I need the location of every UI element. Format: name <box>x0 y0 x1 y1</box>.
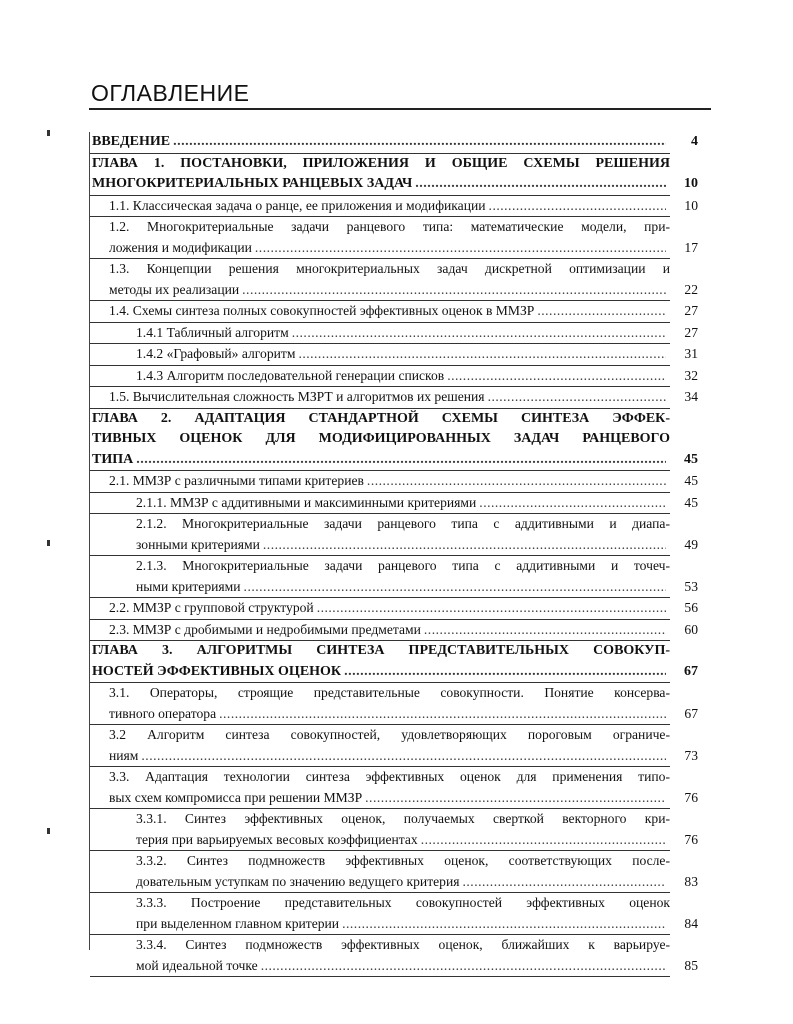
toc-entry-ch3[interactable] <box>90 641 698 683</box>
title-divider <box>89 108 711 110</box>
toc-entry-last-line <box>136 577 670 598</box>
toc-entry-title: ВВЕДЕНИЕ <box>92 134 171 149</box>
toc-page-number: 45 <box>684 494 698 510</box>
toc-entry-title: методы их реализации <box>109 281 240 297</box>
dot-leader <box>424 620 666 641</box>
dot-leader <box>317 598 666 619</box>
scan-mark <box>47 130 50 136</box>
toc-entry-title-line: ГЛАВА 3. АЛГОРИТМЫ СИНТЕЗА ПРЕДСТАВИТЕЛЬНЫХ СОВОКУП- <box>92 643 670 658</box>
toc-entry-last-line <box>109 746 670 767</box>
toc-entry-ch2[interactable] <box>90 409 698 472</box>
toc-entry-last-line <box>136 344 670 365</box>
toc-entry-title-line: 1.3. Концепции решения многокритериальных задач дискретной оптимизации и <box>109 261 670 276</box>
toc-page-number: 56 <box>684 600 698 615</box>
toc-page-number: 60 <box>684 621 698 637</box>
toc-entry-last-line <box>136 535 670 556</box>
dot-leader <box>344 662 666 683</box>
toc-page-number: 76 <box>684 831 698 847</box>
toc-entry-last-line <box>136 366 670 387</box>
toc-entry-title: 2.1.1. ММЗР с аддитивными и максиминными критериями <box>136 494 477 510</box>
dot-leader <box>173 132 666 153</box>
dot-leader <box>263 535 666 556</box>
toc-entry-s1-4[interactable] <box>90 301 698 323</box>
dot-leader <box>292 323 666 344</box>
toc-entry-title: зонными критериями <box>136 536 260 552</box>
toc-entry-last-line <box>109 788 670 809</box>
toc-entry-last-line <box>109 280 670 301</box>
toc-entry-title: 1.1. Классическая задача о ранце, ее приложения и модификации <box>109 197 486 213</box>
toc-entry-title: 1.4. Схемы синтеза полных совокупностей эффективных оценок в ММЗР <box>109 303 535 318</box>
toc-page-number: 45 <box>684 473 698 488</box>
dot-leader <box>365 788 666 809</box>
toc-entry-s2-1-2[interactable] <box>90 514 698 556</box>
toc-entry-last-line <box>136 872 670 893</box>
toc-entry-ch1[interactable] <box>90 154 698 196</box>
toc-entry-last-line <box>136 914 670 935</box>
toc-entry-title: терия при варьируемых весовых коэффициентах <box>136 831 418 847</box>
toc-entry-title-line: 3.1. Операторы, строящие представительные совокупности. Понятие консерва- <box>109 685 670 700</box>
toc-entry-title: ниям <box>109 747 139 763</box>
toc-page-number: 84 <box>684 915 698 931</box>
toc-entry-s3-3[interactable] <box>90 767 698 809</box>
toc-entry-title: 1.4.3 Алгоритм последовательной генерации списков <box>136 367 445 383</box>
toc-entry-s1-3[interactable] <box>90 259 698 301</box>
toc-entry-last-line <box>92 132 670 153</box>
toc-page-number: 34 <box>684 389 698 404</box>
toc-entry-title: МНОГОКРИТЕРИАЛЬНЫХ РАНЦЕВЫХ ЗАДАЧ <box>92 176 413 191</box>
toc-entry-title: довательным уступкам по значению ведущего критерия <box>136 873 460 889</box>
toc-entry-intro[interactable] <box>90 132 698 154</box>
toc-entry-last-line <box>109 301 670 322</box>
toc-entry-last-line <box>136 493 670 514</box>
dot-leader <box>447 366 666 387</box>
toc-page-number: 49 <box>684 536 698 552</box>
dot-leader <box>242 280 666 301</box>
dot-leader <box>463 872 667 893</box>
toc-entry-title: ложения и модификации <box>109 239 252 255</box>
toc-entry-last-line <box>109 598 670 619</box>
toc-page-number: 85 <box>684 957 698 973</box>
toc-page-number: 27 <box>684 303 698 318</box>
toc-entry-title: 1.4.2 «Графовый» алгоритм <box>136 346 296 361</box>
toc-entry-title: 2.3. ММЗР с дробимыми и недробимыми предметами <box>109 621 421 637</box>
dot-leader <box>261 956 666 977</box>
dot-leader <box>136 450 666 471</box>
toc-page-number: 27 <box>684 324 698 340</box>
toc-entry-s3-3-3[interactable] <box>90 893 698 935</box>
toc-entry-title-line: 3.3.1. Синтез эффективных оценок, получаемых сверткой векторного кри- <box>136 811 670 826</box>
toc-entry-title-line: ГЛАВА 2. АДАПТАЦИЯ СТАНДАРТНОЙ СХЕМЫ СИНТЕЗА ЭФФЕК- <box>92 410 670 426</box>
toc-entry-last-line <box>109 620 670 641</box>
toc-entry-title: ными критериями <box>136 578 241 594</box>
toc-entry-last-line <box>92 662 670 683</box>
toc-entry-title-line: 3.3.4. Синтез подмножеств эффективных оценок, ближайших к варьируе- <box>136 937 670 952</box>
dot-leader <box>255 238 666 259</box>
toc-entry-title-line: 1.2. Многокритериальные задачи ранцевого типа: математические модели, при- <box>109 219 670 234</box>
dot-leader <box>141 746 666 767</box>
toc-entry-last-line <box>109 238 670 259</box>
toc-page-number: 53 <box>684 578 698 594</box>
toc-entry-s3-3-4[interactable] <box>90 935 698 977</box>
dot-leader <box>367 471 666 492</box>
toc-entry-last-line <box>92 174 670 195</box>
toc-entry-last-line <box>109 704 670 725</box>
toc-entry-title: вых схем компромисса при решении ММЗР <box>109 789 363 805</box>
toc-entry-s2-2[interactable] <box>90 598 698 620</box>
scan-mark <box>47 828 50 834</box>
toc-entry-s3-2[interactable] <box>90 725 698 767</box>
toc-entry-title-line: 2.1.3. Многокритериальные задачи ранцевого типа с аддитивными и точеч- <box>136 558 670 573</box>
toc-page-number: 83 <box>684 873 698 889</box>
toc-entry-title: 1.5. Вычислительная сложность МЗРТ и алгоритмов их решения <box>109 389 485 404</box>
toc-entry-title-line: 3.3.3. Построение представительных совокупностей эффективных оценок <box>136 895 670 910</box>
toc-entry-last-line <box>109 471 670 492</box>
toc-entry-title-line: 2.1.2. Многокритериальные задачи ранцевого типа с аддитивными и диапа- <box>136 516 670 531</box>
dot-leader <box>298 344 666 365</box>
toc-entry-last-line <box>109 196 670 217</box>
toc-entry-title: НОСТЕЙ ЭФФЕКТИВНЫХ ОЦЕНОК <box>92 663 342 679</box>
toc-page-number: 67 <box>684 663 698 679</box>
table-of-contents <box>90 132 698 977</box>
toc-entry-s2-1[interactable] <box>90 471 698 493</box>
toc-entry-title-line: 3.2 Алгоритм синтеза совокупностей, удовлетворяющих пороговым ограниче- <box>109 727 670 742</box>
toc-entry-last-line <box>109 387 670 408</box>
dot-leader <box>421 830 666 851</box>
toc-page-number: 22 <box>684 281 698 297</box>
toc-entry-s1-5[interactable] <box>90 387 698 409</box>
dot-leader <box>489 196 666 217</box>
toc-entry-title-line: ТИВНЫХ ОЦЕНОК ДЛЯ МОДИФИЦИРОВАННЫХ ЗАДАЧ РАНЦЕВОГО <box>92 431 670 446</box>
toc-page-number: 31 <box>684 346 698 361</box>
toc-entry-s1-2[interactable] <box>90 217 698 259</box>
scan-mark <box>47 540 50 546</box>
toc-entry-title-line: 3.3.2. Синтез подмножеств эффективных оценок, соответствующих после- <box>136 853 670 868</box>
toc-page-number: 73 <box>684 747 698 763</box>
toc-entry-s2-1-1[interactable] <box>90 493 698 515</box>
toc-entry-s3-1[interactable] <box>90 683 698 725</box>
toc-entry-last-line <box>136 956 670 977</box>
toc-page-number: 4 <box>691 134 698 149</box>
toc-entry-title: 1.4.1 Табличный алгоритм <box>136 324 289 340</box>
toc-entry-s1-1[interactable] <box>90 196 698 218</box>
toc-page-number: 32 <box>684 367 698 383</box>
dot-leader <box>219 704 666 725</box>
toc-entry-s1-4-3[interactable] <box>90 366 698 388</box>
dot-leader <box>415 174 666 195</box>
toc-entry-title: ТИПА <box>92 451 134 467</box>
dot-leader <box>342 914 666 935</box>
toc-page-number: 10 <box>684 197 698 213</box>
toc-entry-last-line <box>92 450 670 471</box>
toc-entry-s1-4-2[interactable] <box>90 344 698 366</box>
toc-page-number: 10 <box>684 176 698 191</box>
toc-entry-s3-3-2[interactable] <box>90 851 698 893</box>
toc-entry-title: при выделенном главном критерии <box>136 915 340 931</box>
toc-entry-title: мой идеальной точке <box>136 957 258 973</box>
toc-entry-s3-3-1[interactable] <box>90 809 698 851</box>
toc-entry-last-line <box>136 830 670 851</box>
toc-entry-s2-3[interactable] <box>90 620 698 642</box>
dot-leader <box>537 301 666 322</box>
dot-leader <box>479 493 666 514</box>
toc-page-number: 76 <box>684 789 698 805</box>
toc-entry-title: 2.1. ММЗР с различными типами критериев <box>109 473 364 488</box>
dot-leader <box>488 387 666 408</box>
toc-entry-title-line: 3.3. Адаптация технологии синтеза эффективных оценок для применения типо- <box>109 769 670 784</box>
toc-page-number: 17 <box>684 239 698 255</box>
toc-entry-s2-1-3[interactable] <box>90 556 698 598</box>
toc-entry-title: тивного оператора <box>109 705 217 721</box>
toc-page-number: 67 <box>684 705 698 721</box>
dot-leader <box>244 577 666 598</box>
toc-entry-s1-4-1[interactable] <box>90 323 698 345</box>
page-title: ОГЛАВЛЕНИЕ <box>91 80 250 106</box>
toc-page-number: 45 <box>684 451 698 467</box>
toc-entry-last-line <box>136 323 670 344</box>
toc-entry-title: 2.2. ММЗР с групповой структурой <box>109 600 314 615</box>
toc-entry-title-line: ГЛАВА 1. ПОСТАНОВКИ, ПРИЛОЖЕНИЯ И ОБЩИЕ СХЕМЫ РЕШЕНИЯ <box>92 155 670 171</box>
